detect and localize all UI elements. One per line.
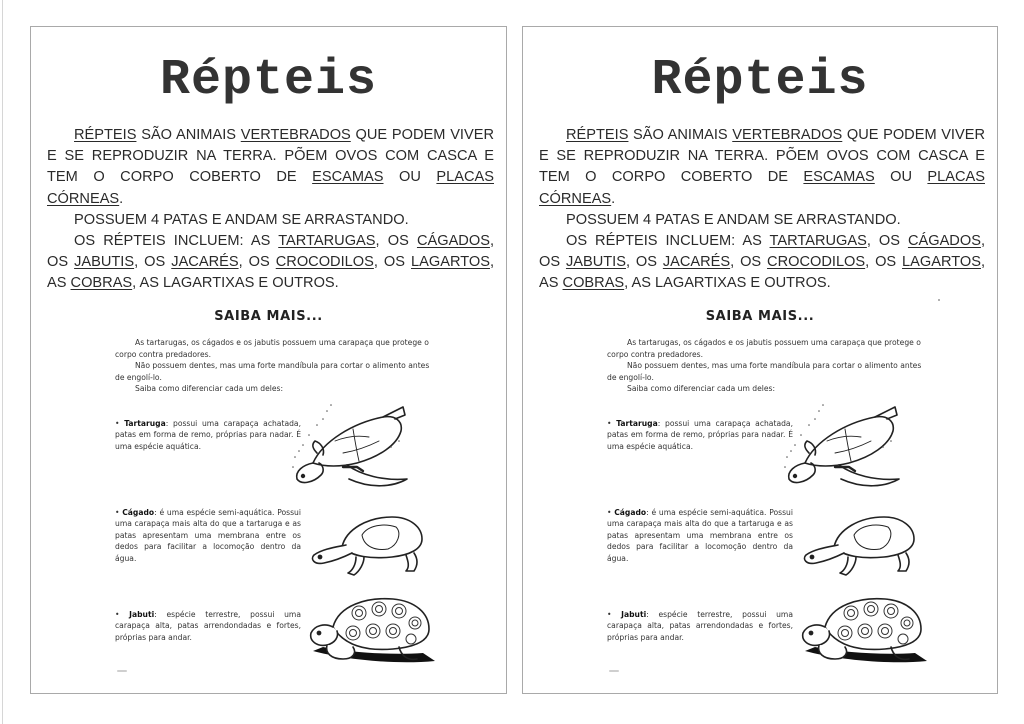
- underlined-term: LAGARTOS: [411, 254, 490, 271]
- saiba-mais-paragraph: Saiba como diferenciar cada um deles:: [135, 384, 284, 394]
- text-run: .: [119, 190, 124, 207]
- underlined-term: TARTARUGAS: [769, 233, 867, 250]
- scan-edge-line: [2, 0, 3, 724]
- underlined-term: JACARÉS: [171, 254, 239, 271]
- saiba-mais-paragraph: Não possuem dentes, mas uma forte mandíbula para cortar o alimento antes de engolí-lo.: [115, 361, 430, 382]
- sea-turtle-illustration-icon: [283, 401, 411, 493]
- species-description: : é uma espécie semi-aquática. Possui uma carapaça mais alta do que a tartaruga e as patas apresentam uma membrana entre os dedos para facilitar a locomoção dentro da água.: [607, 508, 793, 563]
- worksheet-title: Répteis: [159, 52, 378, 109]
- text-run: OS RÉPTEIS INCLUEM: AS: [566, 233, 770, 250]
- text-run: OU: [383, 169, 437, 186]
- species-description: : possui uma carapaça achatada, patas em forma de remo, próprias para nadar. É uma espécie aquática.: [607, 419, 793, 451]
- text-run: , OS: [539, 233, 985, 271]
- text-run: OS RÉPTEIS INCLUEM: AS: [74, 233, 279, 250]
- text-run: , OS: [375, 233, 417, 250]
- intro-paragraph-3: [539, 231, 985, 295]
- intro-paragraph-1: [47, 125, 494, 210]
- text-run: , OS: [625, 254, 663, 271]
- worksheet-right: [522, 26, 998, 694]
- bullet: •: [115, 508, 120, 517]
- worksheet-left: [30, 26, 507, 694]
- species-name: Cágado: [122, 508, 155, 517]
- species-cagado: [607, 507, 793, 564]
- underlined-term: COBRAS: [562, 275, 625, 292]
- underlined-term: RÉPTEIS: [566, 127, 629, 143]
- underlined-term: JABUTIS: [565, 254, 626, 271]
- species-description: : espécie terrestre, possui uma carapaça alta, patas arrendondadas e fortes, próprias para andar.: [607, 610, 793, 642]
- intro-text: [47, 125, 494, 295]
- scan-speck: [938, 299, 940, 301]
- worksheet-title: Répteis: [651, 52, 869, 109]
- text-run: SÃO ANIMAIS: [628, 127, 733, 143]
- underlined-term: JABUTIS: [74, 254, 135, 271]
- intro-paragraph-3: [47, 231, 494, 295]
- saiba-mais-text: [115, 337, 437, 395]
- underlined-term: VERTEBRADOS: [240, 127, 351, 143]
- text-run: SÃO ANIMAIS: [136, 127, 241, 143]
- scan-mark: [117, 670, 127, 672]
- text-run: , OS: [134, 254, 172, 271]
- bullet: •: [607, 610, 612, 619]
- species-description: : é uma espécie semi-aquática. Possui uma carapaça mais alta do que a tartaruga e as patas apresentam uma membrana entre os dedos para facilitar a locomoção dentro da água.: [115, 508, 301, 563]
- species-cagado: [115, 507, 301, 564]
- text-run: , OS: [373, 254, 412, 271]
- saiba-mais-paragraph: As tartarugas, os cágados e os jabutis possuem uma carapaça que protege o corpo contra predadores.: [115, 338, 429, 359]
- text-run: .: [611, 190, 616, 207]
- species-name: Tartaruga: [124, 419, 166, 428]
- species-description: : espécie terrestre, possui uma carapaça alta, patas arrendondadas e fortes, próprias para andar.: [115, 610, 301, 642]
- text-run: , OS: [730, 254, 768, 271]
- text-run: QUE PODEM VIVER E SE REPRODUZIR NA TERRA. PÕEM OVOS COM CASCA E TEM O CORPO COBERTO DE: [47, 127, 494, 186]
- species-name: Jabuti: [129, 610, 155, 619]
- bullet: •: [607, 508, 612, 517]
- intro-paragraph-1: [539, 125, 985, 210]
- saiba-mais-paragraph: As tartarugas, os cágados e os jabutis possuem uma carapaça que protege o corpo contra predadores.: [607, 338, 921, 359]
- underlined-term: CÁGADOS: [416, 233, 490, 250]
- cagado-illustration-icon: [306, 511, 426, 581]
- underlined-term: ESCAMAS: [803, 169, 875, 186]
- text-run: , AS: [539, 254, 986, 292]
- text-run: QUE PODEM VIVER E SE REPRODUZIR NA TERRA. PÕEM OVOS COM CASCA E TEM O CORPO COBERTO DE: [539, 127, 985, 186]
- saiba-mais-heading: SAIBA MAIS...: [705, 309, 815, 324]
- text-run: OU: [874, 169, 928, 186]
- scan-mark: [609, 670, 619, 672]
- underlined-term: PLACAS CÓRNEAS: [539, 169, 985, 207]
- underlined-term: LAGARTOS: [902, 254, 981, 271]
- bullet: •: [607, 419, 612, 428]
- text-run: , OS: [238, 254, 276, 271]
- saiba-mais-paragraph: Não possuem dentes, mas uma forte mandíbula para cortar o alimento antes de engolí-lo.: [607, 361, 922, 382]
- jabuti-illustration-icon: [795, 595, 931, 669]
- species-description: : possui uma carapaça achatada, patas em forma de remo, próprias para nadar. É uma espécie aquática.: [115, 419, 301, 451]
- text-run: , AS: [47, 254, 495, 292]
- text-run: , OS: [47, 233, 494, 271]
- text-run: , AS LAGARTIXAS E OUTROS.: [132, 275, 339, 292]
- species-name: Jabuti: [621, 610, 647, 619]
- bullet: •: [115, 419, 120, 428]
- cagado-illustration-icon: [798, 511, 918, 581]
- saiba-mais-paragraph: Saiba como diferenciar cada um deles:: [627, 384, 776, 394]
- underlined-term: JACARÉS: [662, 254, 731, 271]
- jabuti-illustration-icon: [303, 595, 439, 669]
- species-name: Cágado: [614, 508, 647, 517]
- text-run: , AS LAGARTIXAS E OUTROS.: [624, 275, 831, 292]
- underlined-term: COBRAS: [70, 275, 133, 292]
- text-run: , OS: [865, 254, 903, 271]
- saiba-mais-text: [607, 337, 929, 395]
- species-jabuti: [607, 609, 793, 643]
- underlined-term: CÁGADOS: [907, 233, 981, 250]
- underlined-term: CROCODILOS: [275, 254, 374, 271]
- intro-paragraph-2: POSSUEM 4 PATAS E ANDAM SE ARRASTANDO.: [566, 211, 901, 228]
- text-run: , OS: [866, 233, 908, 250]
- underlined-term: CROCODILOS: [767, 254, 866, 271]
- underlined-term: PLACAS CÓRNEAS: [47, 169, 494, 207]
- sea-turtle-illustration-icon: [775, 401, 903, 493]
- underlined-term: RÉPTEIS: [74, 127, 137, 143]
- intro-text: [539, 125, 985, 295]
- bullet: •: [115, 610, 120, 619]
- underlined-term: VERTEBRADOS: [732, 127, 843, 143]
- intro-paragraph-2: POSSUEM 4 PATAS E ANDAM SE ARRASTANDO.: [74, 211, 409, 228]
- underlined-term: ESCAMAS: [312, 169, 384, 186]
- species-tartaruga: [115, 418, 301, 452]
- underlined-term: TARTARUGAS: [278, 233, 376, 250]
- species-name: Tartaruga: [616, 419, 658, 428]
- species-jabuti: [115, 609, 301, 643]
- saiba-mais-heading: SAIBA MAIS...: [214, 309, 323, 324]
- species-tartaruga: [607, 418, 793, 452]
